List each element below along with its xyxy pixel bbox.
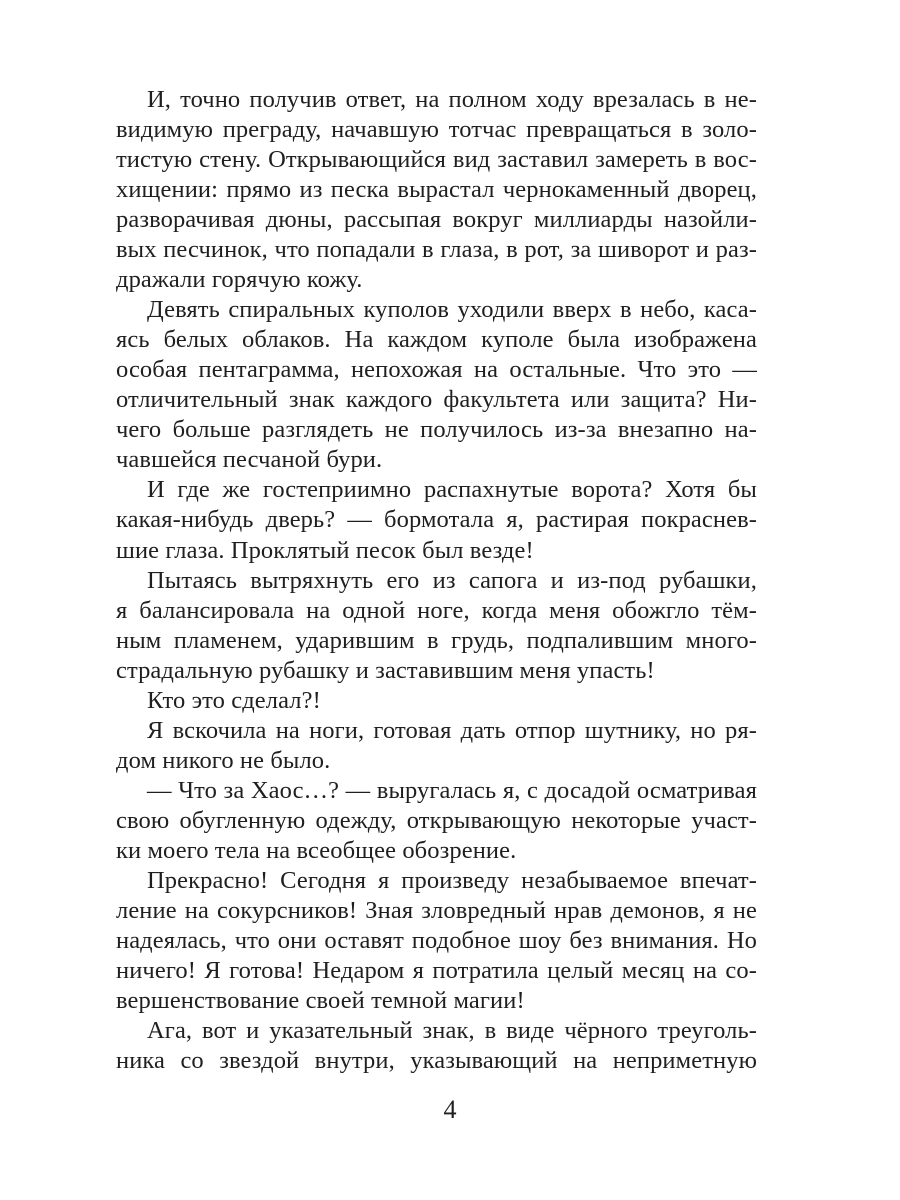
text-line: Девять спиральных куполов уходили вверх в небо, каса- bbox=[147, 296, 757, 323]
text-line: я балансировала на одной ноге, когда меня обожгло тём- bbox=[116, 597, 757, 624]
text-line: чего больше разглядеть не получилось из-за внезапно на- bbox=[116, 416, 757, 443]
text-line: какая-нибудь дверь? — бормотала я, растирая покраснев- bbox=[116, 506, 757, 533]
text-line: ясь белых облаков. На каждом куполе была изображена bbox=[116, 326, 757, 353]
text-line: дражали горячую кожу. bbox=[116, 266, 363, 293]
text-line: отличительный знак каждого факультета или защита? Ни- bbox=[116, 386, 757, 413]
text-line: хищении: прямо из песка вырастал чернокаменный дворец, bbox=[116, 176, 757, 203]
page-number: 4 bbox=[443, 1095, 457, 1124]
text-line: дом никого не было. bbox=[116, 747, 331, 774]
text-line: Пытаясь вытряхнуть его из сапога и из-под рубашки, bbox=[147, 567, 757, 594]
text-line: ника со звездой внутри, указывающий на неприметную bbox=[116, 1047, 757, 1074]
text-line: Прекрасно! Сегодня я произведу незабываемое впечат- bbox=[147, 867, 757, 894]
text-line: свою обугленную одежду, открывающую некоторые участ- bbox=[116, 807, 757, 834]
text-line: чавшейся песчаной бури. bbox=[116, 446, 383, 473]
text-line: ничего! Я готова! Недаром я потратила целый месяц на со- bbox=[116, 957, 757, 984]
text-line: ление на сокурсников! Зная зловредный нрав демонов, я не bbox=[116, 897, 757, 924]
text-line: надеялась, что они оставят подобное шоу без внимания. Но bbox=[116, 927, 757, 954]
text-line: — Что за Хаос…? — выругалась я, с досадой осматривая bbox=[147, 777, 757, 804]
text-line: Кто это сделал?! bbox=[147, 687, 321, 714]
text-line: видимую преграду, начавшую тотчас превращаться в золо- bbox=[116, 116, 757, 143]
text-line: ным пламенем, ударившим в грудь, подпалившим много- bbox=[116, 627, 757, 654]
text-line: И, точно получив ответ, на полном ходу врезалась в не- bbox=[147, 86, 757, 113]
text-line: Я вскочила на ноги, готовая дать отпор шутнику, но ря- bbox=[147, 717, 757, 744]
text-line: Ага, вот и указательный знак, в виде чёрного треуголь- bbox=[147, 1017, 757, 1044]
text-line: вершенствование своей темной магии! bbox=[116, 987, 525, 1014]
text-line: тистую стену. Открывающийся вид заставил замереть в вос- bbox=[116, 146, 757, 173]
text-line: особая пентаграмма, непохожая на остальные. Что это — bbox=[116, 356, 757, 383]
text-line: И где же гостеприимно распахнутые ворота? Хотя бы bbox=[147, 476, 757, 503]
text-line: вых песчинок, что попадали в глаза, в рот, за шиворот и раз- bbox=[116, 236, 757, 263]
text-line: шие глаза. Проклятый песок был везде! bbox=[116, 537, 534, 564]
text-line: страдальную рубашку и заставившим меня упасть! bbox=[116, 657, 655, 684]
text-line: разворачивая дюны, рассыпая вокруг миллиарды назойли- bbox=[116, 206, 757, 233]
text-line: ки моего тела на всеобщее обозрение. bbox=[116, 837, 517, 864]
